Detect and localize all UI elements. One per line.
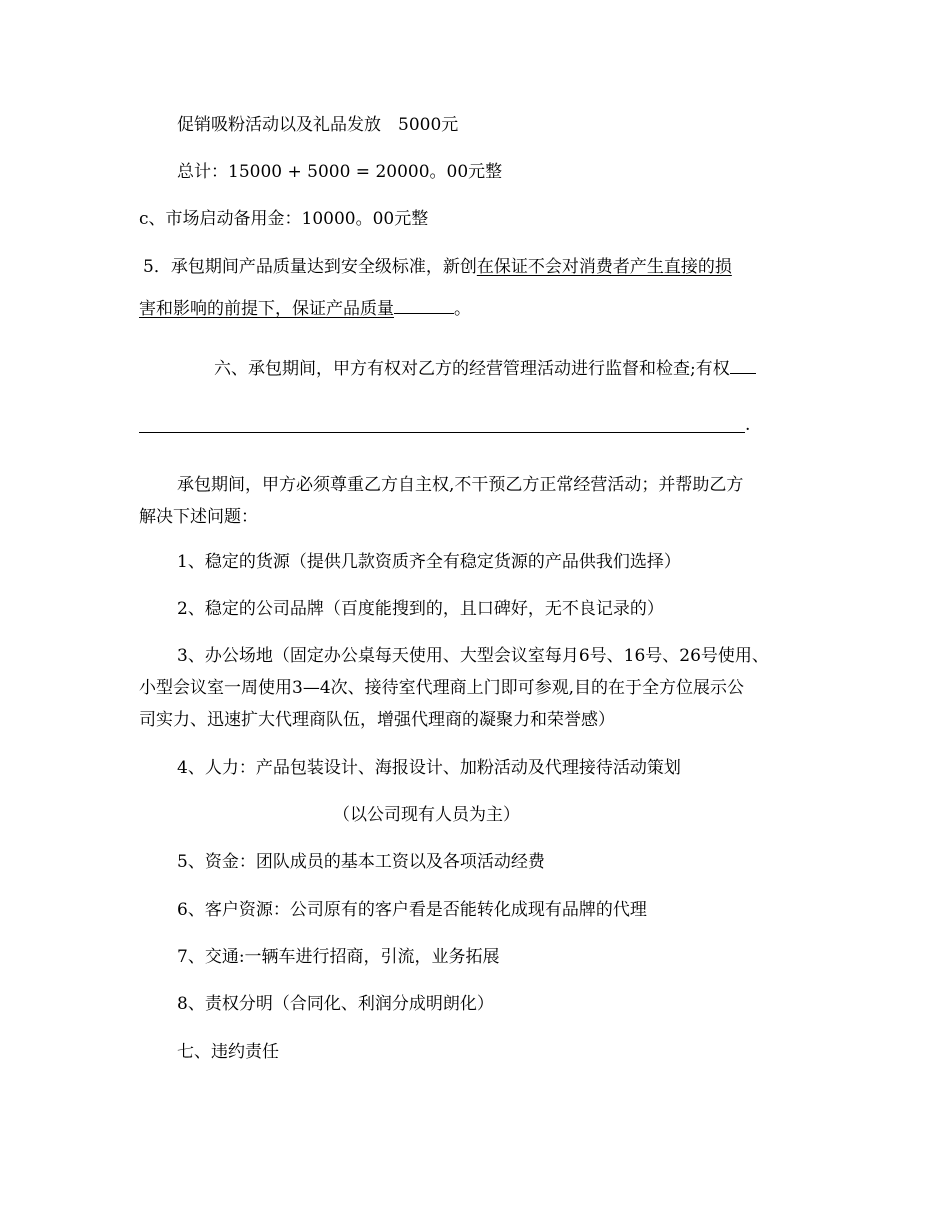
- section6-text: 六、承包期间，甲方有权对乙方的经营管理活动进行监督和检查;有权: [214, 359, 730, 379]
- section6-line: [214, 357, 756, 380]
- list-item-6: 6、客户资源：公司原有的客户看是否能转化成现有品牌的代理: [177, 900, 647, 920]
- duty-line1: 承包期间，甲方必须尊重乙方自主权,不干预乙方正常经营活动；并帮助乙方: [177, 475, 744, 495]
- promo-cost-line: 促销吸粉活动以及礼品发放 5000元: [177, 115, 459, 135]
- section6-end: .: [745, 415, 751, 435]
- item5-line1: [143, 256, 732, 278]
- item5-line2: [139, 297, 471, 320]
- list-item-5: 5、资金：团队成员的基本工资以及各项活动经费: [177, 852, 545, 872]
- list-item-4-line1: 4、人力：产品包装设计、海报设计、加粉活动及代理接待活动策划: [177, 758, 681, 778]
- section6-fill-rule: [139, 432, 745, 433]
- item5-blank: [394, 297, 454, 314]
- item5-underlined-1: 在保证不会对消费者产生直接的损: [476, 257, 732, 277]
- duty-line2: 解决下述问题：: [139, 507, 258, 527]
- section6-blank: [730, 357, 756, 374]
- section7-heading: 七、违约责任: [177, 1042, 279, 1062]
- list-item-8: 8、责权分明（合同化、利润分成明朗化）: [177, 994, 494, 1014]
- list-item-2: 2、稳定的公司品牌（百度能搜到的，且口碑好，无不良记录的）: [177, 599, 664, 619]
- item5-underlined-2: 害和影响的前提下，保证产品质量: [139, 299, 394, 319]
- list-item-7: 7、交通:一辆车进行招商，引流，业务拓展: [177, 947, 500, 967]
- item5-end: 。: [454, 299, 471, 319]
- total-line: 总计：15000 + 5000 = 20000。00元整: [177, 162, 503, 182]
- reserve-fund-line: c、市场启动备用金：10000。00元整: [139, 209, 429, 229]
- list-item-3-line3: 司实力、迅速扩大代理商队伍，增强代理商的凝聚力和荣誉感）: [139, 710, 615, 730]
- list-item-4-line2: （以公司现有人员为主）: [333, 805, 520, 825]
- list-item-3-line2: 小型会议室一周使用3—4次、接待室代理商上门即可参观,目的在于全方位展示公: [139, 678, 745, 698]
- list-item-3-line1: 3、办公场地（固定办公桌每天使用、大型会议室每月6号、16号、26号使用、: [177, 646, 769, 666]
- item5-prefix: 5．承包期间产品质量达到安全级标准，新创: [143, 257, 477, 277]
- list-item-1: 1、稳定的货源（提供几款资质齐全有稳定货源的产品供我们选择）: [177, 552, 681, 572]
